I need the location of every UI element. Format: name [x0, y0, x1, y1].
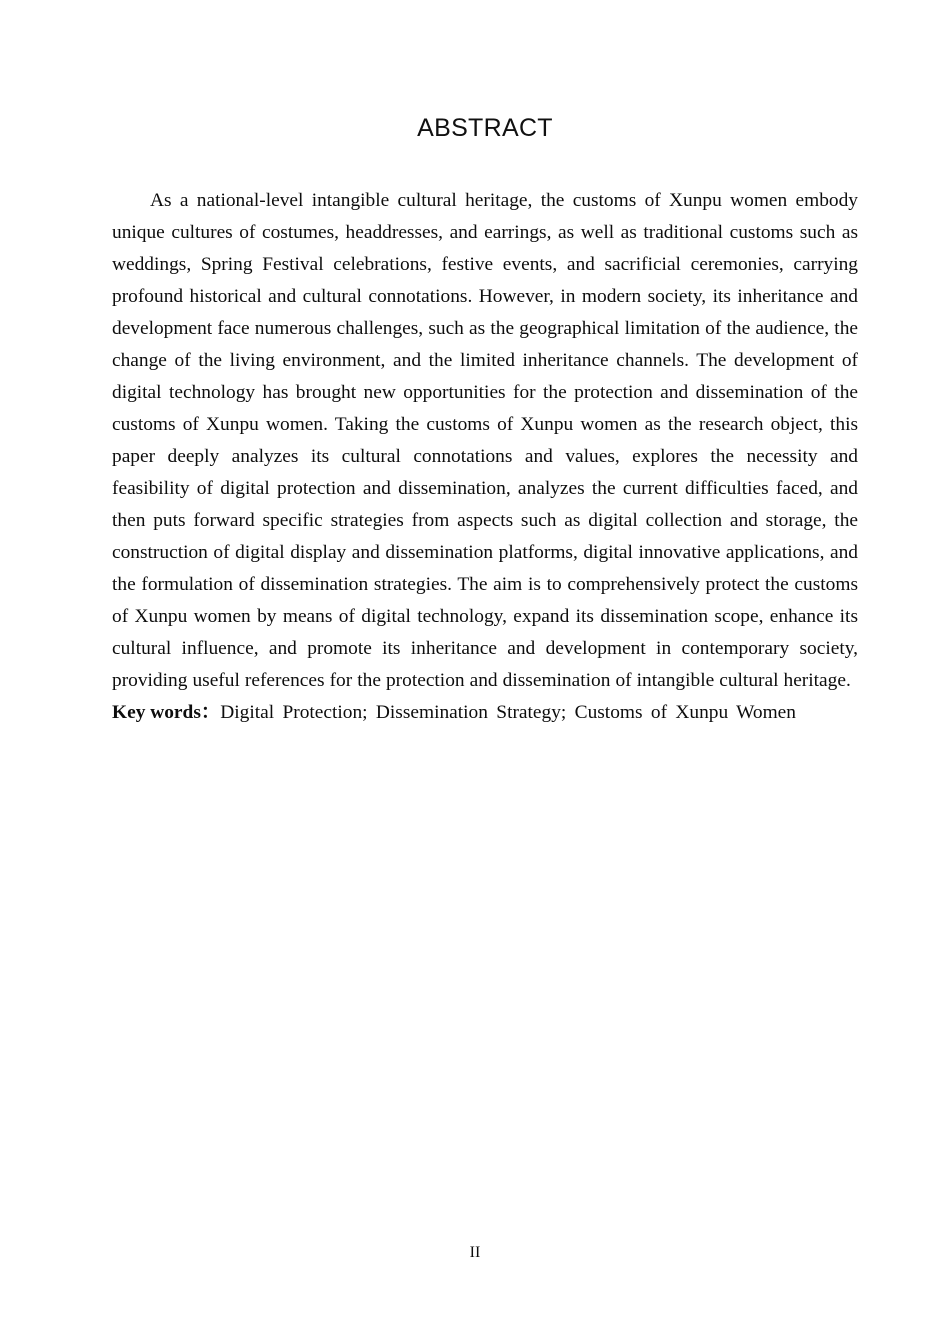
page-number: II	[469, 1244, 481, 1261]
keywords-values: Digital Protection; Dissemination Strategy; Customs of Xunpu Women	[220, 702, 796, 723]
page-title: ABSTRACT	[417, 114, 553, 142]
keywords-label: Key words：	[112, 702, 221, 723]
abstract-paragraph: As a national-level intangible cultural heritage, the customs of Xunpu women embody unique cultures of costumes, headdresses, and earrings, as well as traditional customs such as weddings, Spring Festival celebrations, festive events, and sacrificial ceremonies, carrying profound historical and cultural connotations. However, in modern society, its inheritance and development face numerous challenges, such as the geographical limitation of the audience, the change of the living environment, and the limited inheritance channels. The development of digital technology has brought new opportunities for the protection and dissemination of the customs of Xunpu women. Taking the customs of Xunpu women as the research object, this paper deeply analyzes its cultural connotations and values, explores the necessity and feasibility of digital protection and dissemination, analyzes the current difficulties faced, and then puts forward specific strategies from aspects such as digital collection and storage, the construction of digital display and dissemination platforms, digital innovative applications, and the formulation of dissemination strategies. The aim is to comprehensively protect the customs of Xunpu women by means of digital technology, expand its dissemination scope, enhance its cultural influence, and promote its inheritance and development in contemporary society, providing useful references for the protection and dissemination of intangible cultural heritage.	[112, 190, 858, 691]
keywords-line	[112, 697, 858, 729]
page-content	[112, 0, 858, 729]
